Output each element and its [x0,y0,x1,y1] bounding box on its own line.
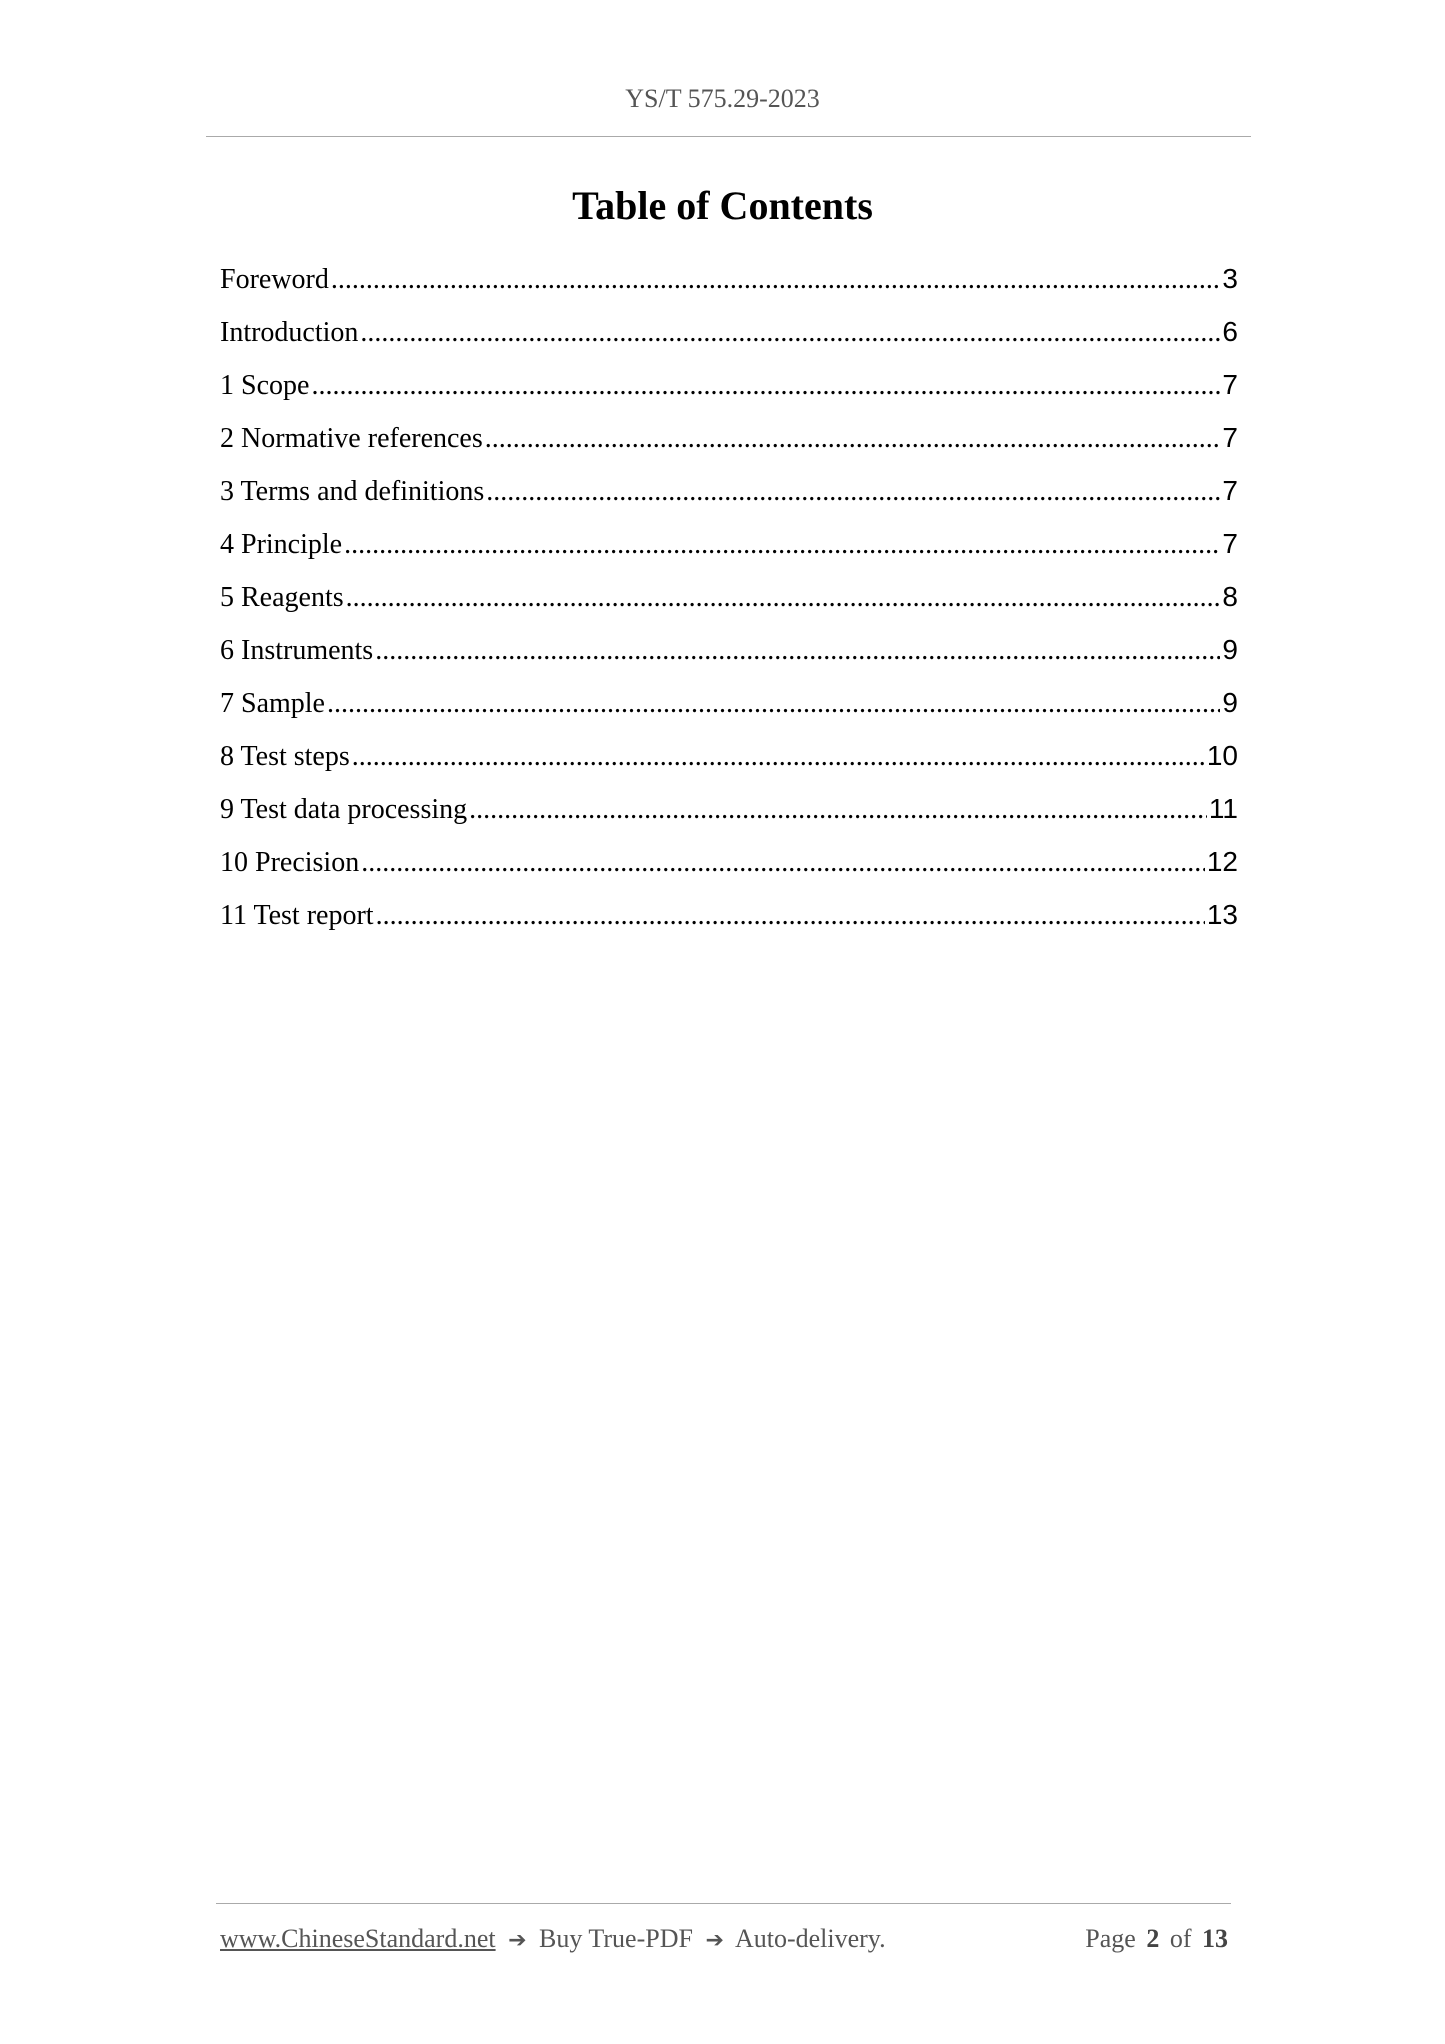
toc-entry-page: 12 [1206,846,1238,877]
toc-entry-normative-references[interactable] [220,417,1238,470]
toc-entry-label: 7 Sample [220,688,325,719]
toc-entry-label: 3 Terms and definitions [220,476,485,507]
toc-dot-leader [311,365,1220,407]
right-arrow-icon: ➔ [508,1928,527,1953]
toc-entry-label: 1 Scope [220,370,310,401]
toc-entry-label: Foreword [220,264,329,295]
toc-entry-label: 5 Reagents [220,582,344,613]
footer-promo [220,1924,886,1954]
toc-entry-principle[interactable] [220,523,1238,576]
toc-entry-label: 11 Test report [220,900,374,931]
toc-dot-leader [344,524,1220,566]
page-title: Table of Contents [572,183,873,228]
toc-dot-leader [346,577,1221,619]
toc-entry-introduction[interactable] [220,311,1238,364]
toc-entry-page: 6 [1222,316,1238,347]
toc-entry-page: 10 [1206,740,1238,771]
toc-list [220,258,1238,947]
toc-entry-page: 9 [1222,687,1238,718]
header-divider [206,136,1251,137]
toc-entry-scope[interactable] [220,364,1238,417]
toc-dot-leader [486,471,1220,513]
toc-dot-leader [375,630,1220,672]
toc-dot-leader [361,842,1205,884]
footer-divider [216,1903,1231,1904]
toc-dot-leader [352,736,1205,778]
toc-entry-test-report[interactable] [220,894,1238,947]
toc-entry-sample[interactable] [220,682,1238,735]
website-link[interactable]: www.ChineseStandard.net [220,1924,496,1953]
total-pages-number: 13 [1202,1924,1228,1953]
toc-dot-leader [469,789,1207,831]
toc-dot-leader [485,418,1221,460]
toc-entry-label: 8 Test steps [220,741,350,772]
toc-entry-page: 8 [1222,581,1238,612]
toc-entry-label: 9 Test data processing [220,794,468,825]
toc-entry-label: 6 Instruments [220,635,374,666]
toc-entry-label: 4 Principle [220,529,343,560]
toc-entry-label: 10 Precision [220,847,360,878]
page-footer [220,1924,1228,1954]
page-word: Page [1085,1924,1136,1953]
toc-dot-leader [360,312,1220,354]
toc-entry-page: 7 [1222,528,1238,559]
of-word: of [1169,1924,1192,1953]
toc-entry-terms-and-definitions[interactable] [220,470,1238,523]
toc-entry-foreword[interactable] [220,258,1238,311]
running-header: YS/T 575.29-2023 [625,84,820,113]
toc-entry-instruments[interactable] [220,629,1238,682]
toc-entry-page: 11 [1208,793,1238,824]
toc-entry-page: 7 [1222,422,1238,453]
toc-entry-page: 3 [1222,263,1238,294]
toc-entry-page: 9 [1222,634,1238,665]
toc-dot-leader [327,683,1220,725]
toc-entry-test-data-processing[interactable] [220,788,1238,841]
toc-entry-page: 7 [1222,369,1238,400]
auto-delivery-text: Auto-delivery. [734,1924,886,1953]
right-arrow-icon: ➔ [705,1928,724,1953]
toc-entry-label: 2 Normative references [220,423,483,454]
buy-true-pdf-text: Buy True-PDF [539,1924,693,1953]
page-number [1081,1924,1228,1954]
toc-dot-leader [376,895,1205,937]
toc-entry-test-steps[interactable] [220,735,1238,788]
toc-entry-precision[interactable] [220,841,1238,894]
toc-entry-page: 13 [1206,899,1238,930]
toc-entry-label: Introduction [220,317,359,348]
toc-entry-page: 7 [1222,475,1238,506]
toc-entry-reagents[interactable] [220,576,1238,629]
toc-dot-leader [331,259,1221,301]
current-page-number: 2 [1146,1924,1160,1953]
